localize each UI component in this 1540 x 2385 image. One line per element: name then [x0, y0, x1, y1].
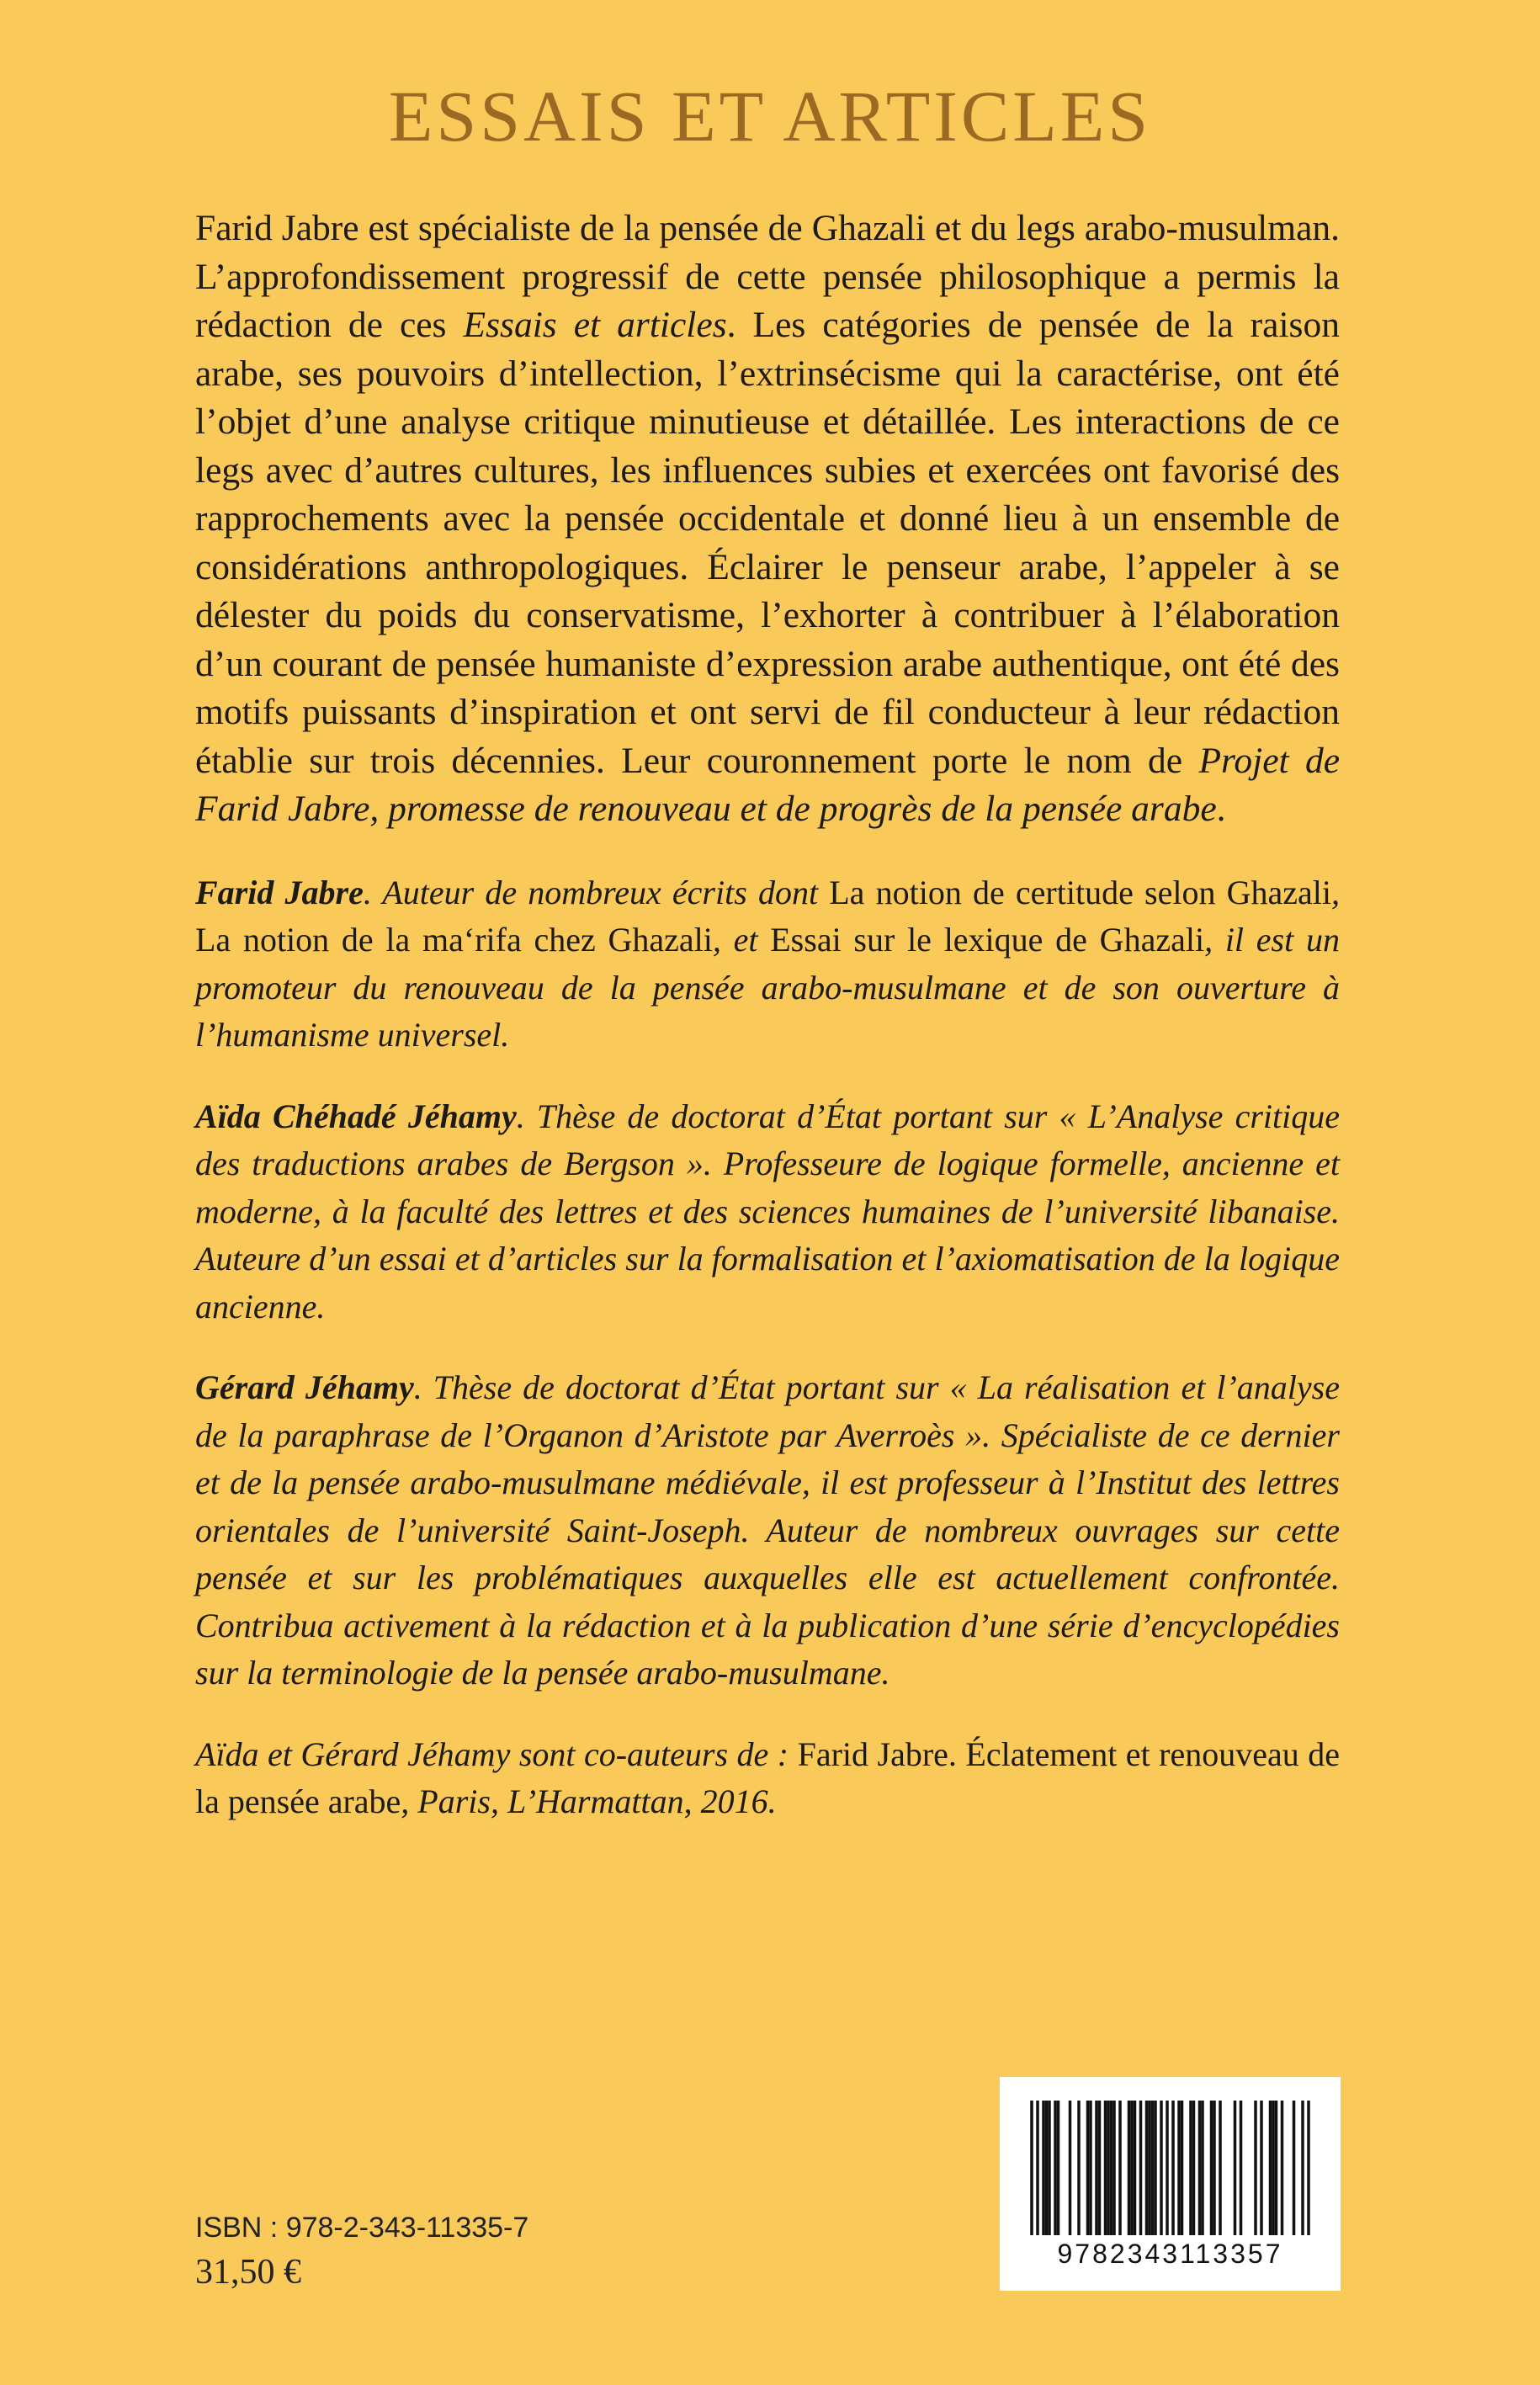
work-title: La notion de certitude selon Ghazali [829, 873, 1332, 911]
barcode-bar [1219, 2101, 1222, 2235]
barcode-bar [1045, 2101, 1049, 2235]
barcode-bar [1089, 2101, 1092, 2235]
bio-text: , [1331, 873, 1341, 911]
barcode-bar [1181, 2101, 1184, 2235]
barcode-bar [1272, 2101, 1275, 2235]
barcode [1000, 2077, 1341, 2291]
barcode-bars [1000, 2077, 1341, 2245]
coauthors-publisher: , Paris, L’Harmattan, 2016. [401, 1782, 777, 1820]
barcode-bar [1210, 2101, 1213, 2235]
work-title: La notion de la ma‘rifa chez Ghazali [195, 921, 713, 959]
barcode-bar [1042, 2101, 1045, 2235]
barcode-bar [1254, 2101, 1257, 2235]
barcode-bar [1281, 2101, 1284, 2235]
bio-name: Farid Jabre [195, 873, 364, 911]
barcode-bar [1128, 2101, 1131, 2235]
barcode-bar [1151, 2101, 1155, 2235]
barcode-bar [1213, 2101, 1216, 2235]
barcode-bar [1240, 2101, 1243, 2235]
barcode-bar [1192, 2101, 1196, 2235]
bio-text: . Thèse de doctorat d’État portant sur « L’Analyse critique des traductions arabes de Bergson ». Professeure de logique formelle, ancienne et moderne, à la faculté des lettres et des sciences humaines de l’université libanaise. Auteure d’un essai et d’articles sur la formalisation et l’axiomatisation de la logique ancienne. [195, 1097, 1340, 1325]
barcode-bar [1307, 2101, 1310, 2235]
intro-paragraph [195, 205, 1340, 834]
barcode-bar [1145, 2101, 1149, 2235]
barcode-bar [1198, 2101, 1202, 2235]
barcode-bar [1134, 2101, 1137, 2235]
barcode-bar [1048, 2101, 1051, 2235]
barcode-bar [1148, 2101, 1151, 2235]
intro-text-2: . Les catégories de pensée de la raison arabe, ses pouvoirs d’intellection, l’extrinsécisme qui la caractérise, ont été l’objet d’une analyse critique minutieuse et détaillée. Les interactions de ce legs avec d’autres cultures, les influences subies et exercées ont favorisé des rapprochements avec la pensée occidentale et donné lieu à un ensemble de considérations anthropologiques. Éclairer le penseur arabe, l’appeler à se délester du poids du conservatisme, l’exhorter à contribuer à l’élaboration d’un courant de pensée humaniste d’expression arabe authentique, ont été des motifs puissants d’inspiration et ont servi de fil conducteur à leur rédaction établie sur trois décennies. Leur couronnement porte le nom de [195, 305, 1340, 781]
intro-text-3: . [1216, 789, 1226, 829]
barcode-bar [1036, 2101, 1039, 2235]
barcode-bar [1234, 2101, 1237, 2235]
barcode-bar [1166, 2101, 1169, 2235]
bio-text: , il est un promoteur du renouveau de la pensée arabo-musulmane et de son ouverture à l’humanisme universel. [195, 921, 1340, 1054]
intro-text-1: Farid Jabre est spécialiste de la pensée de Ghazali et du legs arabo-musulman. L’approfondissement progressif de cette pensée philosophique a permis la rédaction de ces [195, 208, 1340, 345]
barcode-bar [1269, 2101, 1272, 2235]
bio-name: Aïda Chéhadé Jéhamy [195, 1097, 517, 1135]
barcode-bar [1095, 2101, 1098, 2235]
barcode-bar [1030, 2101, 1033, 2235]
price: 31,50 € [195, 2253, 301, 2292]
barcode-bar [1260, 2101, 1263, 2235]
barcode-bar [1301, 2101, 1304, 2235]
barcode-bar [1086, 2101, 1090, 2235]
barcode-bar [1069, 2101, 1072, 2235]
barcode-bar [1104, 2101, 1107, 2235]
intro-title-italic: Essais et articles [463, 305, 727, 345]
work-title: Farid Jabre. Éclatement et renouveau de la pensée arabe [195, 1734, 1340, 1820]
barcode-bar [1118, 2101, 1122, 2235]
intro-project-italic: Projet de Farid Jabre, promesse de renouveau et de progrès de la pensée arabe [195, 740, 1340, 829]
barcode-bar [1054, 2101, 1057, 2235]
work-title: Essai sur le lexique de Ghazali [770, 921, 1205, 959]
coauthors-text: Aïda et Gérard Jéhamy sont co-auteurs de : [195, 1734, 798, 1773]
barcode-bar [1177, 2101, 1181, 2235]
barcode-bar [1171, 2101, 1175, 2235]
bio-aida-jehamy [195, 1093, 1340, 1331]
barcode-bar [1139, 2101, 1143, 2235]
book-title: ESSAIS ET ARTICLES [388, 76, 1152, 157]
barcode-bar [1077, 2101, 1081, 2235]
barcode-bar [1154, 2101, 1157, 2235]
bio-farid-jabre [195, 869, 1340, 1060]
barcode-bar [1201, 2101, 1204, 2235]
barcode-bar [1098, 2101, 1102, 2235]
barcode-bar [1130, 2101, 1134, 2235]
bio-text: . Thèse de doctorat d’État portant sur « La réalisation et l’analyse de la paraphrase de l’Organon d’Aristote par Averroès ». Spécialiste de ce dernier et de la pensée arabo-musulmane médiévale, il est professeur à l’Institut des lettres orientales de l’université Saint-Joseph. Auteur de nombreux ouvrages sur cette pensée et sur les problématiques auxquelles elle est actuellement confrontée. Contribua activement à la rédaction et à la publication d’une série d’encyclopédies sur la terminologie de la pensée arabo-musulmane. [195, 1368, 1340, 1692]
back-cover-text [195, 205, 1340, 1826]
bio-text: , et [712, 921, 771, 959]
barcode-digits: 9782343113357 [1057, 2239, 1283, 2269]
bio-gerard-jehamy [195, 1364, 1340, 1697]
barcode-bar [1293, 2101, 1296, 2235]
barcode-bar [1275, 2101, 1278, 2235]
barcode-bar [1107, 2101, 1110, 2235]
barcode-bar [1110, 2101, 1113, 2235]
barcode-bar [1057, 2101, 1060, 2235]
barcode-bar [1189, 2101, 1192, 2235]
bio-name: Gérard Jéhamy [195, 1368, 414, 1406]
coauthors-note [195, 1731, 1340, 1826]
isbn: ISBN : 978-2-343-11335-7 [195, 2212, 529, 2244]
barcode-bar [1160, 2101, 1163, 2235]
bio-text: . Auteur de nombreux écrits dont [363, 873, 830, 911]
barcode-bar [1113, 2101, 1116, 2235]
